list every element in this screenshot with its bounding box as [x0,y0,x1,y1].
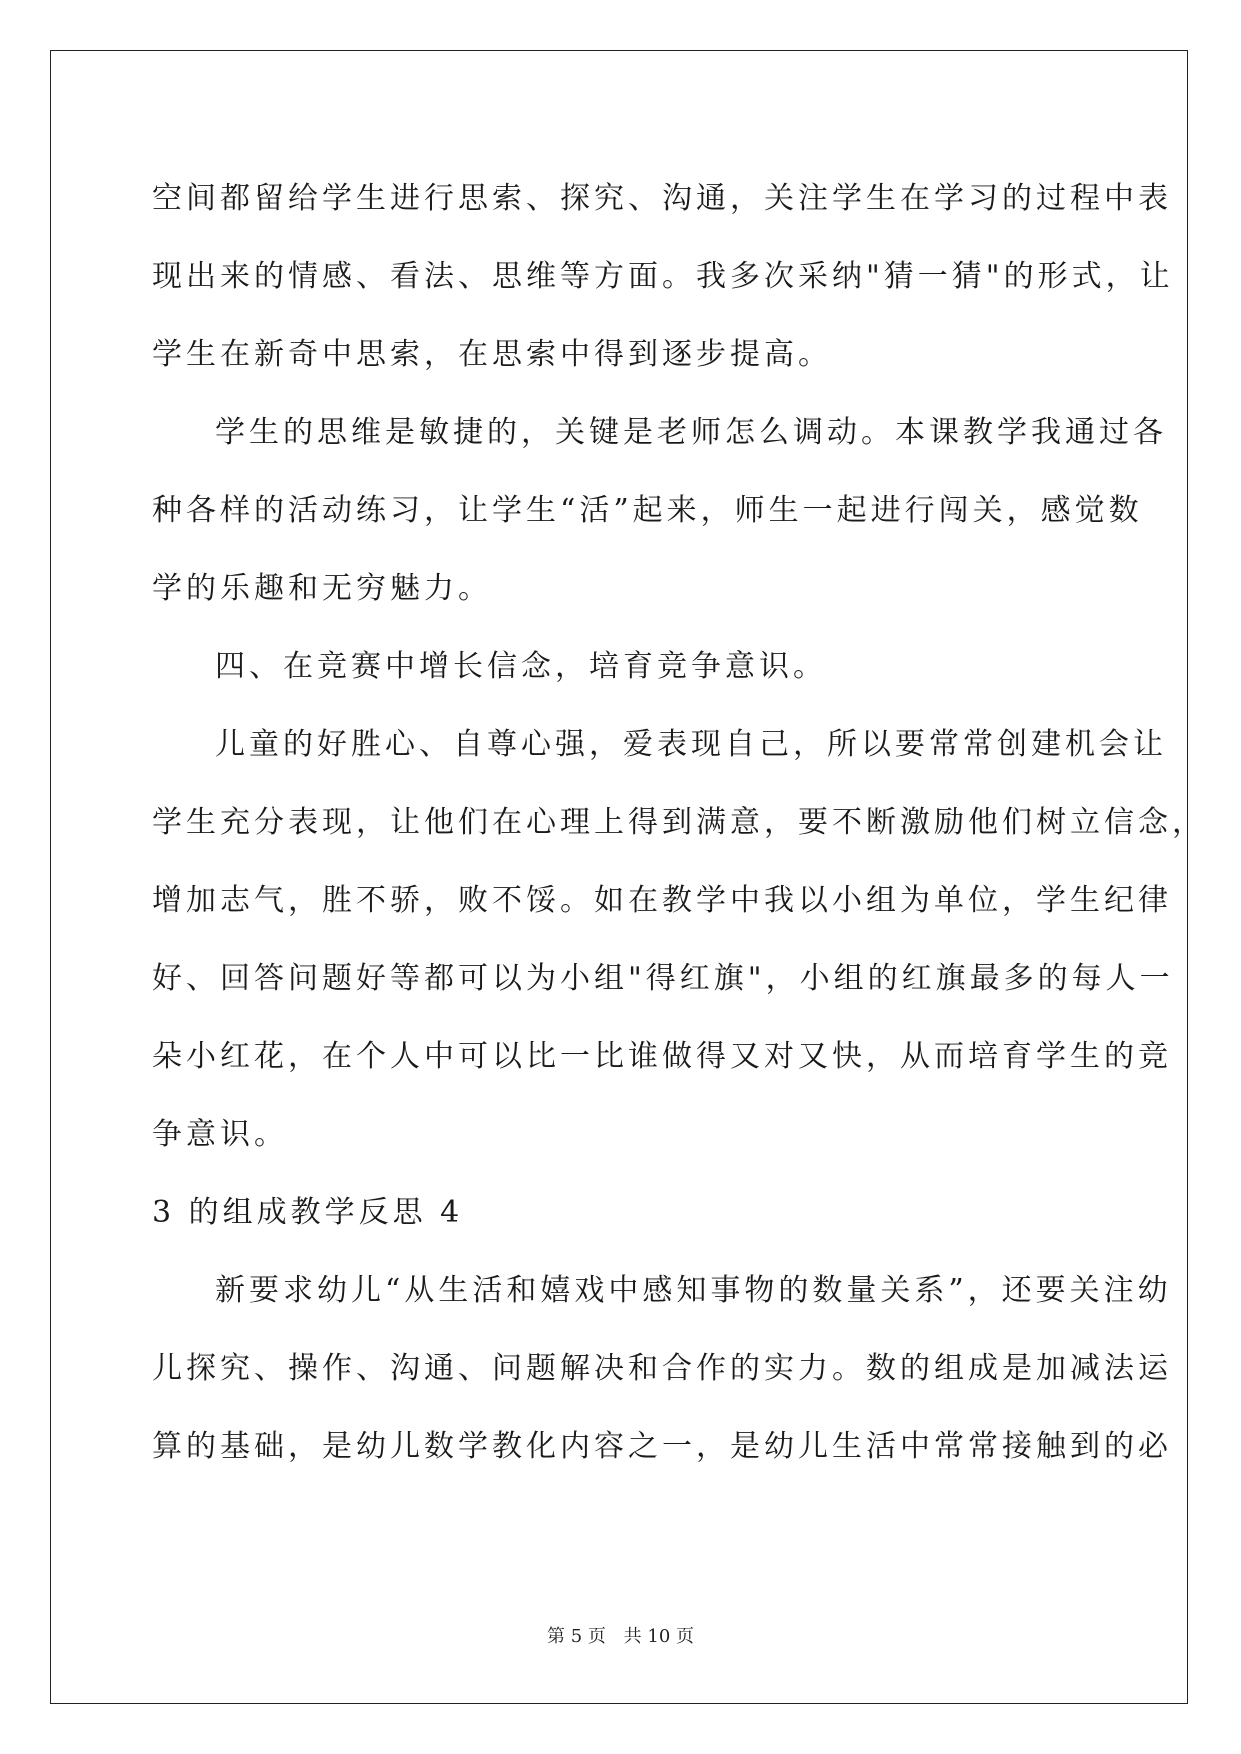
text-line: 儿童的好胜心、自尊心强，爱表现自己，所以要常常创建机会让 [215,727,1167,762]
document-body [152,160,1206,1486]
text-line: 争意识。 [152,1117,288,1152]
text-line: 学的乐趣和无穷魅力。 [152,571,492,606]
text-line: 学生在新奇中思索，在思索中得到逐步提高。 [152,337,832,372]
text-line: 增加志气，胜不骄，败不馁。如在教学中我以小组为单位，学生纪律 [152,883,1172,918]
text-line: 学生充分表现，让他们在心理上得到满意，要不断激励他们树立信念， [152,805,1206,840]
text-line: 现出来的情感、看法、思维等方面。我多次采纳"猜一猜"的形式，让 [152,259,1174,294]
page-total: 共 10 页 [623,1626,694,1647]
text-line: 种各样的活动练习，让学生“活”起来，师生一起进行闯关，感觉数 [152,493,1143,528]
section-title: 3 的组成教学反思 4 [152,1195,464,1230]
text-line: 儿探究、操作、沟通、问题解决和合作的实力。数的组成是加减法运 [152,1351,1172,1386]
section-heading: 四、在竞赛中增长信念，培育竞争意识。 [215,649,827,684]
text-line: 算的基础，是幼儿数学教化内容之一，是幼儿生活中常常接触到的必 [152,1429,1172,1464]
text-line: 好、回答问题好等都可以为小组"得红旗"，小组的红旗最多的每人一 [152,961,1174,996]
text-line: 空间都留给学生进行思索、探究、沟通，关注学生在学习的过程中表 [152,181,1172,216]
text-line: 学生的思维是敏捷的，关键是老师怎么调动。本课教学我通过各 [215,415,1167,450]
page-footer [0,1622,1241,1648]
text-line: 朵小红花，在个人中可以比一比谁做得又对又快，从而培育学生的竞 [152,1039,1172,1074]
page-number: 第 5 页 [547,1626,606,1647]
text-line: 新要求幼儿“从生活和嬉戏中感知事物的数量关系”，还要关注幼 [215,1273,1172,1308]
